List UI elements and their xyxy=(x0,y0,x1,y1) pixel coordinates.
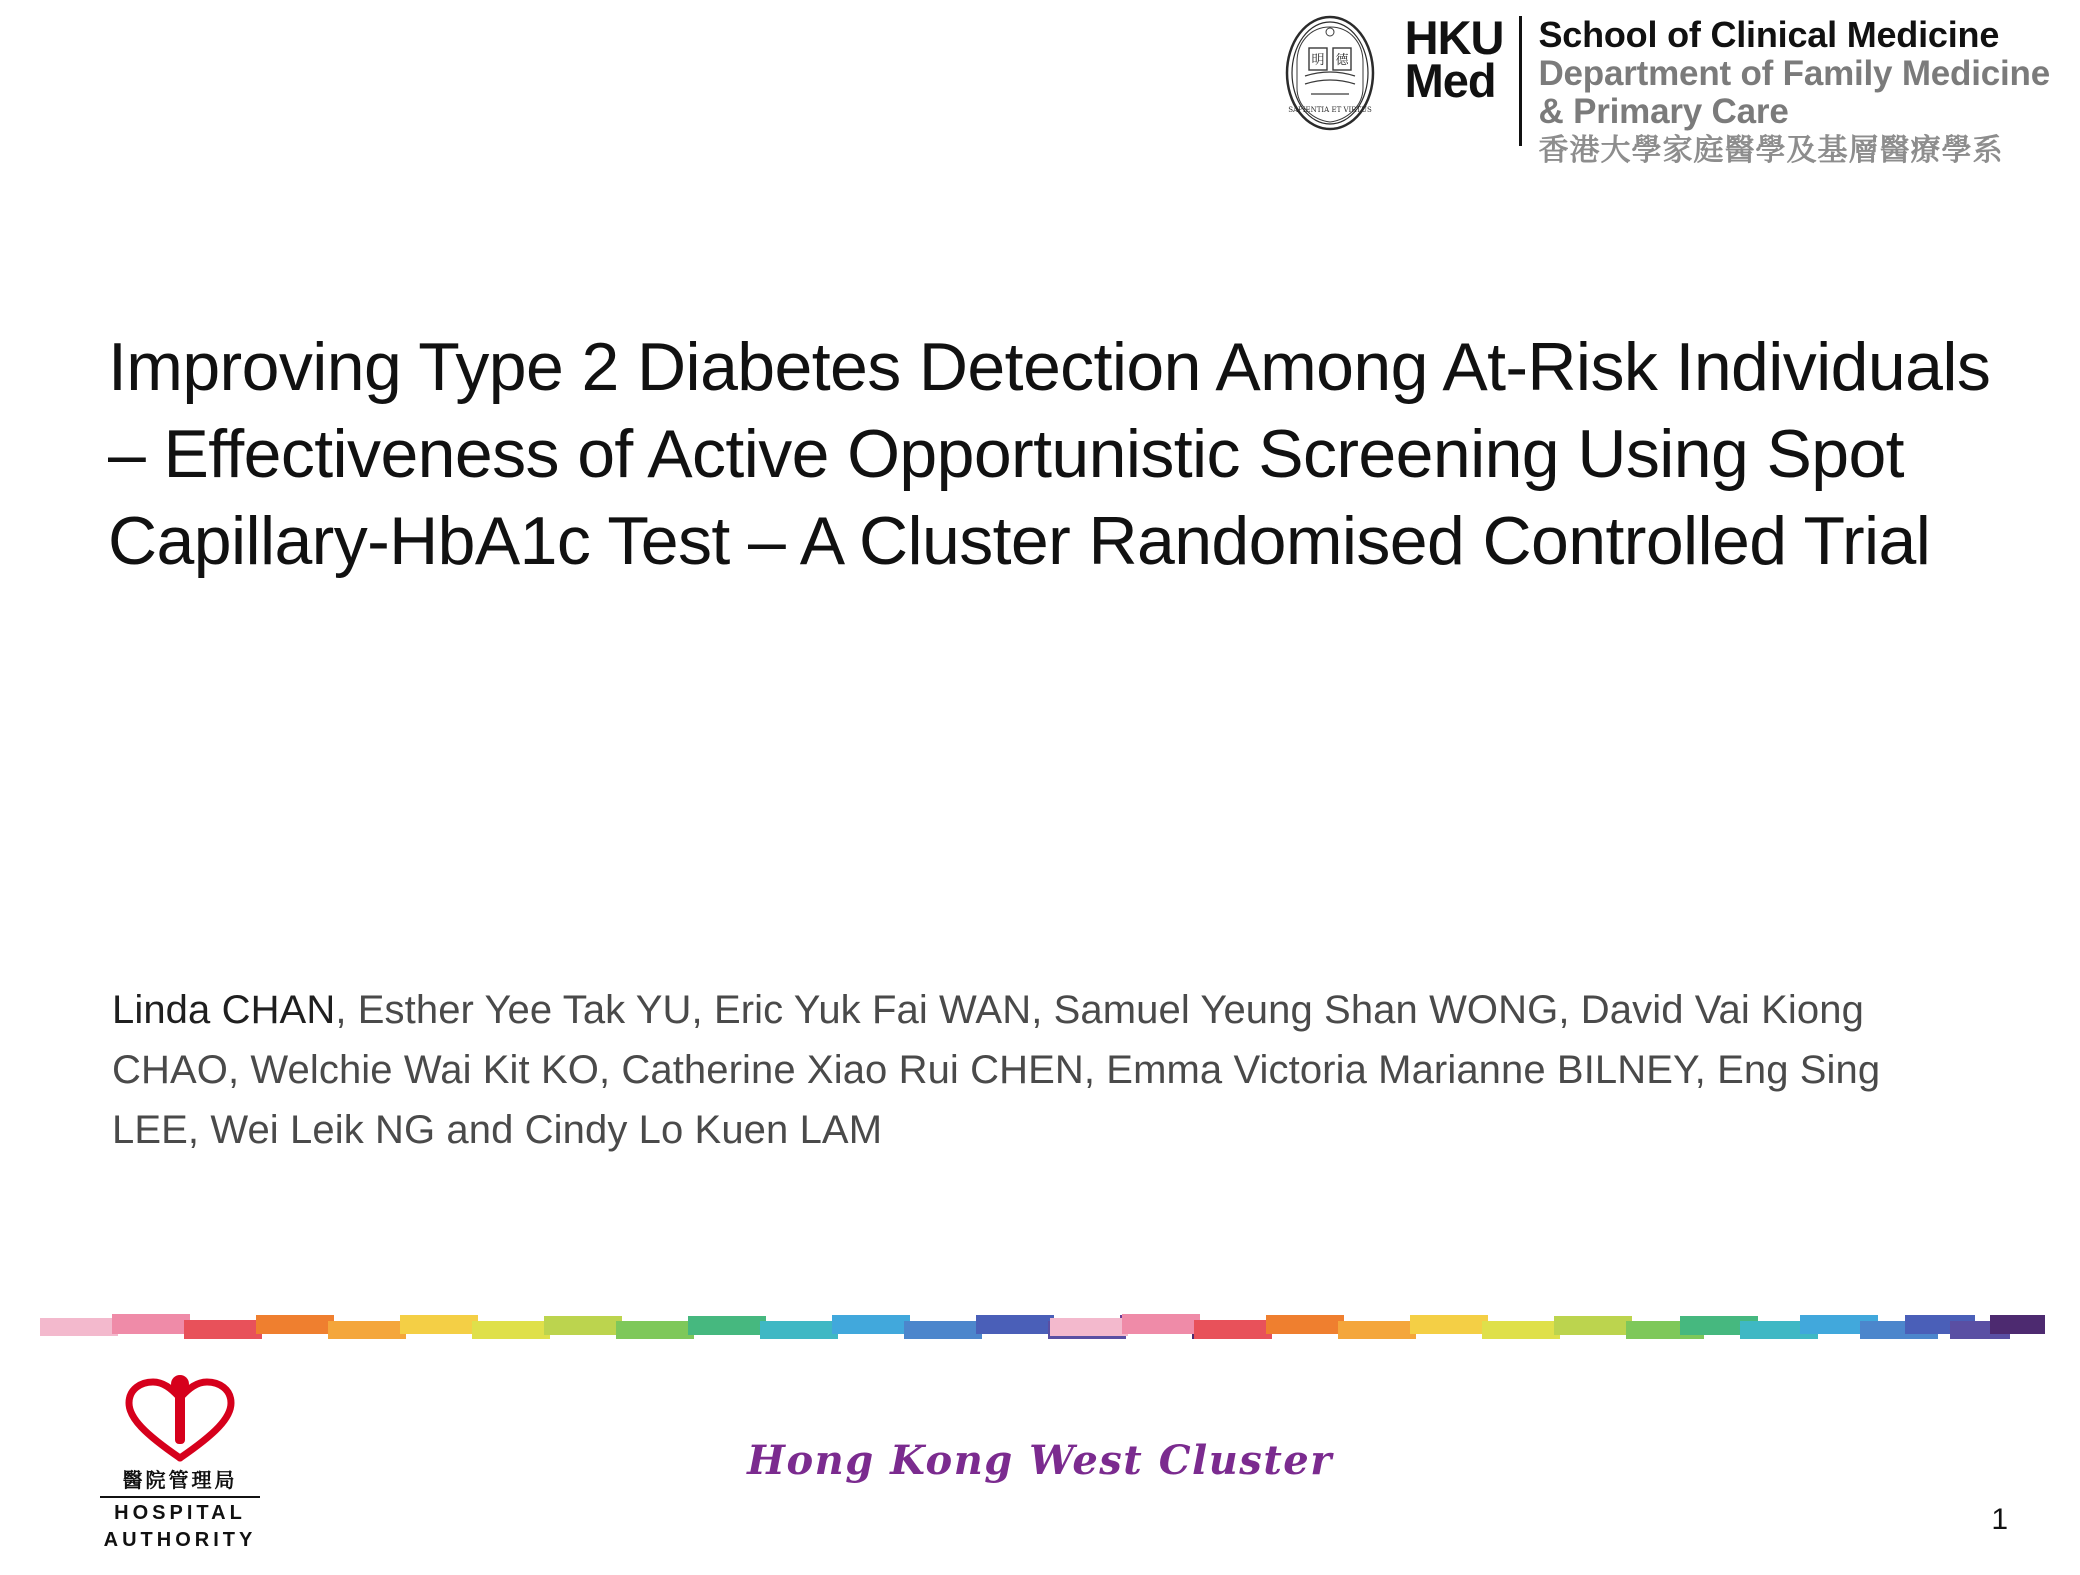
hospital-authority-english-1: HOSPITAL xyxy=(114,1502,246,1524)
hospital-authority-chinese: 醫院管理局 xyxy=(100,1464,260,1498)
hospital-authority-english-2: AUTHORITY xyxy=(103,1529,257,1551)
department-line-2: & Primary Care xyxy=(1538,91,1789,131)
rainbow-divider xyxy=(40,1300,2045,1358)
wordmark-med: Med xyxy=(1404,54,1496,108)
hku-med-header-logo xyxy=(1269,10,2050,170)
slide-number: 1 xyxy=(1991,1503,2008,1536)
cluster-name: Hong Kong West Cluster xyxy=(747,1437,1333,1484)
svg-text:德: 德 xyxy=(1335,53,1349,68)
author-list xyxy=(112,980,1962,1160)
wordmark-hku: HKU xyxy=(1404,11,1504,64)
slide-title: Improving Type 2 Diabetes Detection Among At-Risk Individuals – Effectiveness of Active Opportunistic Screening Using Spot Capillary-HbA1c Test – A Cluster Randomised Controlled Trial xyxy=(108,328,1991,579)
school-name: School of Clinical Medicine xyxy=(1538,14,2000,55)
department-chinese: 香港大學家庭醫學及基層醫療學系 xyxy=(1538,134,2004,168)
logo-divider xyxy=(1519,16,1522,146)
department-line-1: Department of Family Medicine xyxy=(1538,53,2050,93)
co-authors: , Esther Yee Tak YU, Eric Yuk Fai WAN, Samuel Yeung Shan WONG, David Vai Kiong CHAO, Welchie Wai Kit KO, Catherine Xiao Rui CHEN, Emma Victoria Marianne BILNEY, Eng Sing LEE, Wei Leik NG and Cindy Lo Kuen LAM xyxy=(112,988,1881,1152)
lead-author: Linda CHAN xyxy=(112,988,336,1032)
school-department-block xyxy=(1538,10,2050,170)
svg-text:明: 明 xyxy=(1311,53,1325,68)
hku-crest-icon xyxy=(1269,10,1391,136)
svg-text:SAPIENTIA ET VIRTUS: SAPIENTIA ET VIRTUS xyxy=(1287,106,1372,114)
hku-med-wordmark xyxy=(1404,10,1504,108)
